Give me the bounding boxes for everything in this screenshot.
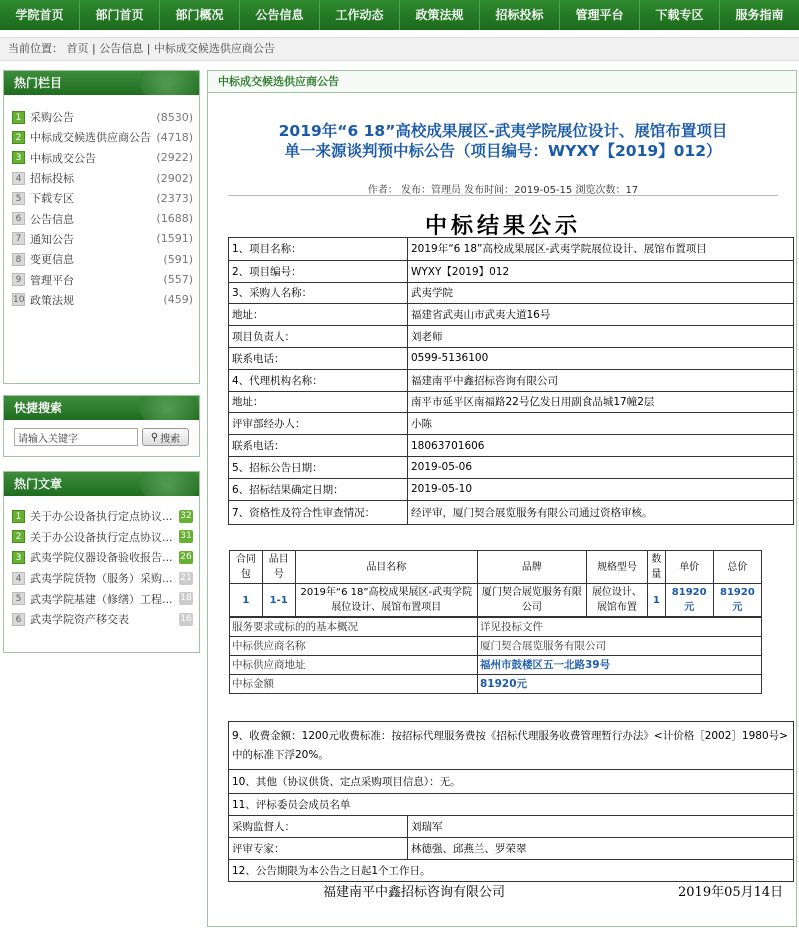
article-link: 武夷学院基建（修缮）工程... — [30, 592, 173, 606]
item-count: (2902) — [156, 171, 193, 185]
item-count: (2922) — [156, 151, 193, 165]
table-row — [229, 412, 793, 434]
col-no: 品目号 — [262, 551, 295, 584]
hot-columns-title: 热门栏目 — [14, 76, 63, 90]
table-row — [229, 815, 793, 837]
sign-company: 福建南平中鑫招标咨询有限公司 — [323, 885, 506, 900]
hot-article-item[interactable] — [4, 588, 199, 609]
globe-icon — [139, 472, 199, 496]
nav-item-dept-overview[interactable]: 部门概况 — [160, 0, 240, 30]
sidebar-item[interactable] — [4, 148, 199, 168]
table-row — [229, 769, 793, 793]
sidebar-item[interactable] — [4, 290, 199, 310]
col-total: 总价 — [713, 551, 761, 584]
cell-key: 项目负责人： — [229, 326, 408, 347]
view-count: 26 — [180, 551, 192, 562]
hot-article-item[interactable] — [4, 506, 199, 527]
item-count: (459) — [163, 293, 193, 307]
rank-badge: 2 — [12, 530, 25, 543]
cell-value: 2019年“6 18”高校成果展区-武夷学院展位设计、展馆布置项目 — [411, 243, 707, 256]
cell-key: 联系电话： — [229, 435, 408, 456]
view-count: 18 — [180, 593, 192, 604]
view-count: 21 — [180, 572, 192, 583]
table-row — [230, 637, 762, 656]
items-table — [229, 550, 762, 617]
article-meta: 作者： 发布：管理员 发布时间：2019-05-15 浏览次数：17 — [367, 185, 639, 196]
section-title: 中标成交候选供应商公告 — [208, 71, 796, 93]
items-section — [229, 550, 795, 721]
hot-article-item[interactable] — [4, 568, 199, 589]
rank-badge: 6 — [12, 613, 25, 626]
rank-badge: 2 — [12, 131, 25, 144]
col-price: 单价 — [665, 551, 713, 584]
other-text: 10、其他（协议供货、定点采购项目信息）：无。 — [232, 776, 461, 788]
main-content — [207, 70, 797, 927]
table-row — [229, 721, 793, 769]
col-qty: 数量 — [648, 551, 665, 584]
view-count: 16 — [180, 613, 192, 624]
item-count: (1591) — [156, 232, 193, 246]
sidebar-item-label: 招标投标 — [30, 172, 74, 186]
item-count: (1688) — [156, 212, 193, 226]
sidebar-item-label: 管理平台 — [30, 273, 74, 287]
cell-key: 中标金额 — [230, 675, 478, 694]
cell-value: 2019-05-06 — [411, 461, 473, 474]
article-link: 武夷学院货物（服务）采购... — [30, 572, 173, 586]
cell-key: 7、资格性及符合性审查情况： — [229, 501, 408, 524]
hot-articles-title: 热门文章 — [14, 477, 63, 491]
col-name: 品目名称 — [295, 551, 477, 584]
title-line-1: 2019年“6 18”高校成果展区-武夷学院展位设计、展馆布置项目 — [278, 122, 728, 140]
period-text: 12、公告期限为本公告之日起1个工作日。 — [232, 865, 431, 877]
item-count: (8530) — [156, 110, 193, 124]
hot-article-item[interactable] — [4, 547, 199, 568]
nav-item-service[interactable]: 服务指南 — [735, 8, 784, 22]
sidebar-item-label: 中标成交候选供应商公告 — [30, 131, 151, 145]
table-row — [230, 584, 762, 617]
table-row — [230, 656, 762, 675]
hot-article-item[interactable] — [4, 609, 199, 630]
cell-brand: 厦门契合展览服务有限公司 — [478, 584, 587, 617]
cell-value: 南平市延平区南福路22号亿发日用副食品城17幢2层 — [411, 396, 655, 409]
nav-item-dept-home[interactable]: 部门首页 — [80, 0, 160, 30]
nav-item-bidding[interactable]: 招标投标 — [480, 0, 560, 30]
col-pkg: 合同包 — [230, 551, 263, 584]
rank-badge: 4 — [12, 172, 25, 185]
hot-articles-panel — [3, 471, 200, 653]
sidebar-item-label: 变更信息 — [30, 253, 74, 267]
rank-badge: 1 — [12, 510, 25, 523]
table-row — [229, 303, 793, 325]
quick-search-panel — [3, 395, 200, 457]
sidebar-item-label: 公告信息 — [30, 212, 74, 226]
rank-badge: 5 — [12, 592, 25, 605]
sidebar-item[interactable] — [4, 269, 199, 289]
item-count: (591) — [163, 252, 193, 266]
hot-articles-header — [4, 472, 199, 496]
rank-badge: 3 — [12, 551, 25, 564]
cell-key: 5、招标公告日期： — [229, 457, 408, 478]
cell-qty: 1 — [648, 584, 665, 617]
view-count: 31 — [180, 531, 192, 542]
cell-key: 4、代理机构名称： — [229, 370, 408, 391]
rank-badge: 3 — [12, 151, 25, 164]
nav-item-downloads[interactable]: 下载专区 — [640, 0, 720, 30]
cell-value: 福州市鼓楼区五一北路39号 — [478, 656, 762, 675]
rank-badge: 1 — [12, 111, 25, 124]
view-count: 32 — [180, 510, 192, 521]
cell-price: 81920元 — [665, 584, 713, 617]
rank-badge: 9 — [12, 273, 25, 286]
table-row — [229, 325, 793, 347]
table-row — [229, 478, 793, 500]
cell-value: 详见投标文件 — [478, 618, 762, 637]
globe-icon — [139, 396, 199, 420]
cell-value: 2019-05-10 — [411, 483, 473, 496]
cell-total: 81920元 — [713, 584, 761, 617]
table-row — [230, 618, 762, 637]
lower-table — [228, 721, 794, 882]
article-link: 武夷学院仪器设备验收报告... — [30, 551, 173, 565]
cell-key: 服务要求或标的的基本概况 — [230, 618, 478, 637]
supervisor-value: 刘瑞军 — [411, 821, 443, 833]
table-row — [229, 347, 793, 369]
sidebar-item[interactable] — [4, 188, 199, 208]
cell-key: 3、采购人名称： — [229, 283, 408, 304]
cell-key: 6、招标结果确定日期： — [229, 479, 408, 500]
item-count: (557) — [163, 273, 193, 287]
result-heading: 中标结果公示 — [424, 213, 581, 239]
article-link: 关于办公设备执行定点协议... — [30, 530, 173, 544]
sidebar-item[interactable] — [4, 107, 199, 127]
sidebar-item-label: 采购公告 — [30, 111, 74, 125]
nav-item-work-news[interactable]: 工作动态 — [320, 0, 400, 30]
article-link: 关于办公设备执行定点协议... — [30, 510, 173, 524]
nav-item-platform[interactable]: 管理平台 — [560, 0, 640, 30]
cell-value: 福建南平中鑫招标咨询有限公司 — [411, 374, 558, 387]
rank-badge: 7 — [12, 232, 25, 245]
sign-date: 2019年05月14日 — [678, 885, 784, 900]
article-title — [218, 121, 788, 161]
fee-text: 9、收费金额：1200元收费标准：按招标代理服务费按《招标代理服务收费管理暂行办法》<计价格［2002］1980号>中的标准下浮20%。 — [232, 729, 788, 761]
quick-search-header — [4, 396, 199, 420]
cell-value: WYXY【2019】012 — [411, 265, 510, 278]
experts-label: 评审专家： — [229, 838, 408, 859]
table-row — [229, 238, 793, 260]
info-table — [228, 237, 794, 525]
sidebar-item-label: 下载专区 — [30, 192, 74, 206]
cell-key: 联系电话： — [229, 348, 408, 369]
rank-badge: 6 — [12, 212, 25, 225]
col-brand: 品牌 — [478, 551, 587, 584]
breadcrumb[interactable]: 当前位置： 首页 | 公告信息 | 中标成交候选供应商公告 — [0, 37, 799, 61]
cell-name: 2019年“6 18”高校成果展区-武夷学院展位设计、展馆布置项目 — [295, 584, 477, 617]
table-row — [229, 837, 793, 859]
cell-value: 厦门契合展览服务有限公司 — [478, 637, 762, 656]
committee-title: 11、评标委员会成员名单 — [232, 799, 351, 811]
cell-pkg: 1 — [230, 584, 263, 617]
item-count: (2373) — [156, 191, 193, 205]
table-row — [229, 282, 793, 304]
cell-value: 18063701606 — [411, 439, 485, 452]
table-row — [229, 456, 793, 478]
cell-spec: 展位设计、展馆布置 — [586, 584, 648, 617]
divider — [228, 195, 778, 196]
rank-badge: 8 — [12, 253, 25, 266]
cell-key: 地址： — [229, 304, 408, 325]
cell-value: 武夷学院 — [411, 287, 453, 300]
sidebar-item-label: 通知公告 — [30, 232, 74, 246]
cell-value: 81920元 — [478, 675, 762, 694]
sidebar-item[interactable] — [4, 249, 199, 269]
cell-value: 小陈 — [411, 418, 432, 431]
col-spec: 规格型号 — [586, 551, 648, 584]
cell-key: 地址： — [229, 392, 408, 413]
title-line-2: 单一来源谈判预中标公告（项目编号：WYXY【2019】012） — [284, 142, 722, 160]
hot-columns-panel — [3, 70, 200, 384]
nav-item-policy[interactable]: 政策法规 — [400, 0, 480, 30]
top-nav — [0, 0, 799, 30]
sidebar-item[interactable] — [4, 127, 199, 147]
winner-table — [229, 617, 762, 694]
sidebar-item[interactable] — [4, 208, 199, 228]
cell-value: 经评审，厦门契合展览服务有限公司通过资格审核。 — [411, 506, 653, 519]
search-input[interactable] — [14, 428, 138, 446]
sidebar-item-label: 中标成交公告 — [30, 151, 96, 165]
hot-article-item[interactable] — [4, 527, 199, 548]
rank-badge: 4 — [12, 572, 25, 585]
rank-badge: 5 — [12, 192, 25, 205]
cell-key: 中标供应商地址 — [230, 656, 478, 675]
cell-key: 2、项目编号： — [229, 261, 408, 282]
table-row — [229, 434, 793, 456]
supervisor-label: 采购监督人： — [229, 816, 408, 837]
cell-value: 刘老师 — [411, 331, 443, 344]
globe-icon — [139, 71, 199, 95]
table-row — [229, 391, 793, 413]
search-button[interactable] — [142, 428, 189, 446]
nav-item-college-home[interactable]: 学院首页 — [0, 0, 80, 30]
experts-value: 林德强、邱燕兰、罗荣翠 — [411, 843, 527, 855]
article-link: 武夷学院资产移交表 — [30, 613, 129, 627]
nav-item-announcements[interactable]: 公告信息 — [240, 0, 320, 30]
search-button-label: 搜索 — [160, 433, 181, 445]
search-icon: ⚲ — [150, 431, 159, 443]
table-row — [229, 500, 793, 524]
item-count: (4718) — [156, 130, 193, 144]
sidebar-item[interactable] — [4, 168, 199, 188]
cell-no: 1-1 — [262, 584, 295, 617]
cell-key: 1、项目名称： — [229, 238, 408, 260]
table-row — [229, 859, 793, 881]
items-header-row — [230, 551, 762, 584]
hot-columns-header — [4, 71, 199, 95]
cell-value: 福建省武夷山市武夷大道16号 — [411, 309, 551, 322]
table-row — [230, 675, 762, 694]
cell-key: 评审部经办人： — [229, 413, 408, 434]
quick-search-title: 快捷搜索 — [14, 401, 63, 415]
cell-value: 0599-5136100 — [411, 352, 489, 365]
table-row — [229, 793, 793, 815]
cell-key: 中标供应商名称 — [230, 637, 478, 656]
table-row — [229, 260, 793, 282]
rank-badge: 10 — [13, 295, 25, 306]
sidebar-item-label: 政策法规 — [30, 293, 74, 307]
table-row — [229, 369, 793, 391]
sidebar-item[interactable] — [4, 229, 199, 249]
